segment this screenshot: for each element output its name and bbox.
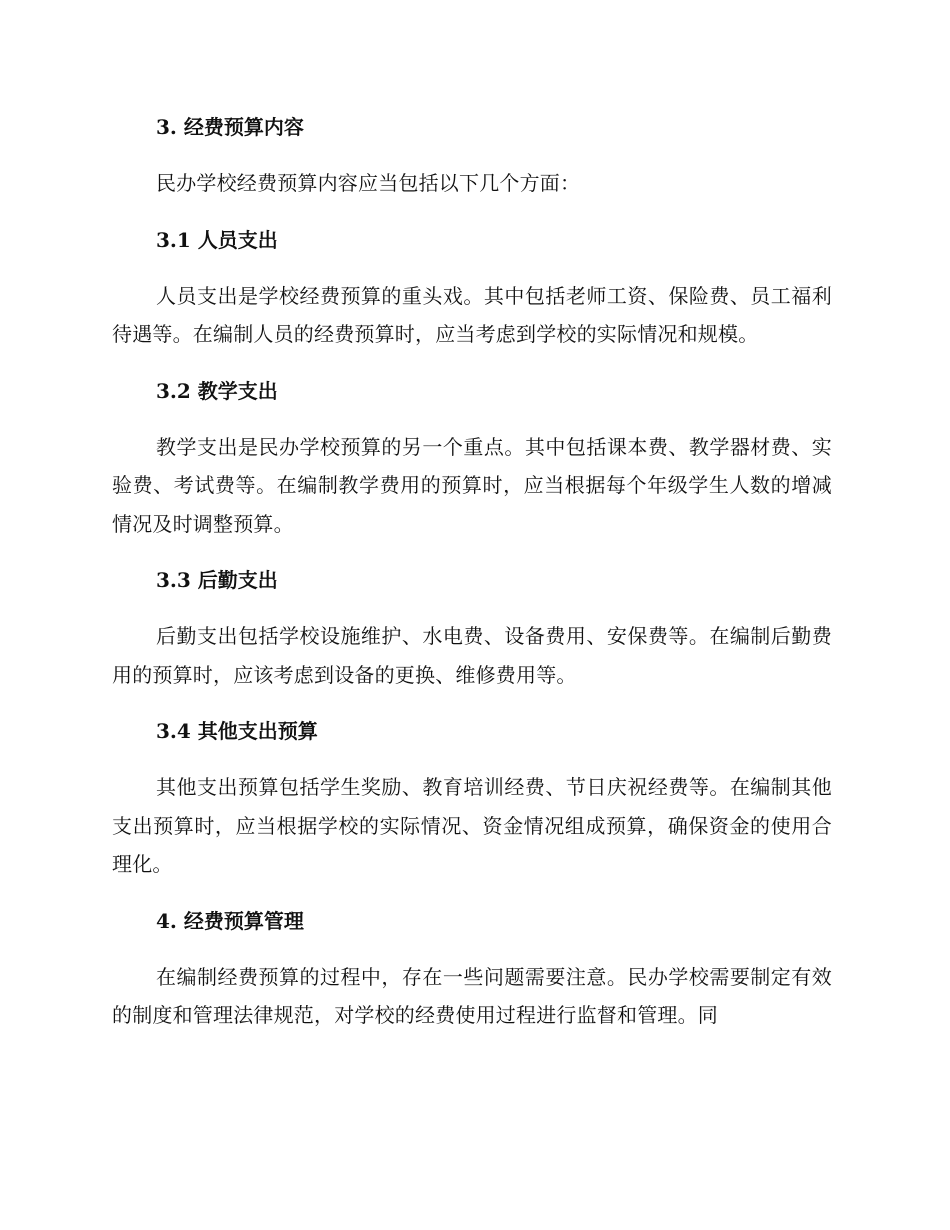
section-heading-3-2: 3.2 教学支出	[156, 378, 278, 403]
section-paragraph-3-1: 人员支出是学校经费预算的重头戏。其中包括老师工资、保险费、员工福利待遇等。在编制人员的经费预算时，应当考虑到学校的实际情况和规模。	[112, 283, 832, 346]
section-paragraph-4: 在编制经费预算的过程中，存在一些问题需要注意。民办学校需要制定有效的制度和管理法律规范，对学校的经费使用过程进行监督和管理。同	[112, 964, 832, 1027]
section-paragraph-3-2: 教学支出是民办学校预算的另一个重点。其中包括课本费、教学器材费、实验费、考试费等。在编制教学费用的预算时，应当根据每个年级学生人数的增减情况及时调整预算。	[112, 434, 832, 536]
section-paragraph-3-4: 其他支出预算包括学生奖励、教育培训经费、节日庆祝经费等。在编制其他支出预算时，应当根据学校的实际情况、资金情况组成预算，确保资金的使用合理化。	[112, 775, 832, 876]
section-heading-3-1: 3.1 人员支出	[156, 227, 278, 252]
section-paragraph-3-3: 后勤支出包括学校设施维护、水电费、设备费用、安保费等。在编制后勤费用的预算时，应该考虑到设备的更换、维修费用等。	[112, 624, 832, 687]
document-body	[112, 108, 832, 1035]
section-paragraph-3: 民办学校经费预算内容应当包括以下几个方面：	[156, 171, 581, 195]
section-heading-3-4: 3.4 其他支出预算	[156, 719, 318, 743]
section-heading-4: 4. 经费预算管理	[156, 908, 304, 933]
section-heading-3-3: 3.3 后勤支出	[156, 568, 278, 592]
section-heading-3: 3. 经费预算内容	[156, 115, 304, 139]
